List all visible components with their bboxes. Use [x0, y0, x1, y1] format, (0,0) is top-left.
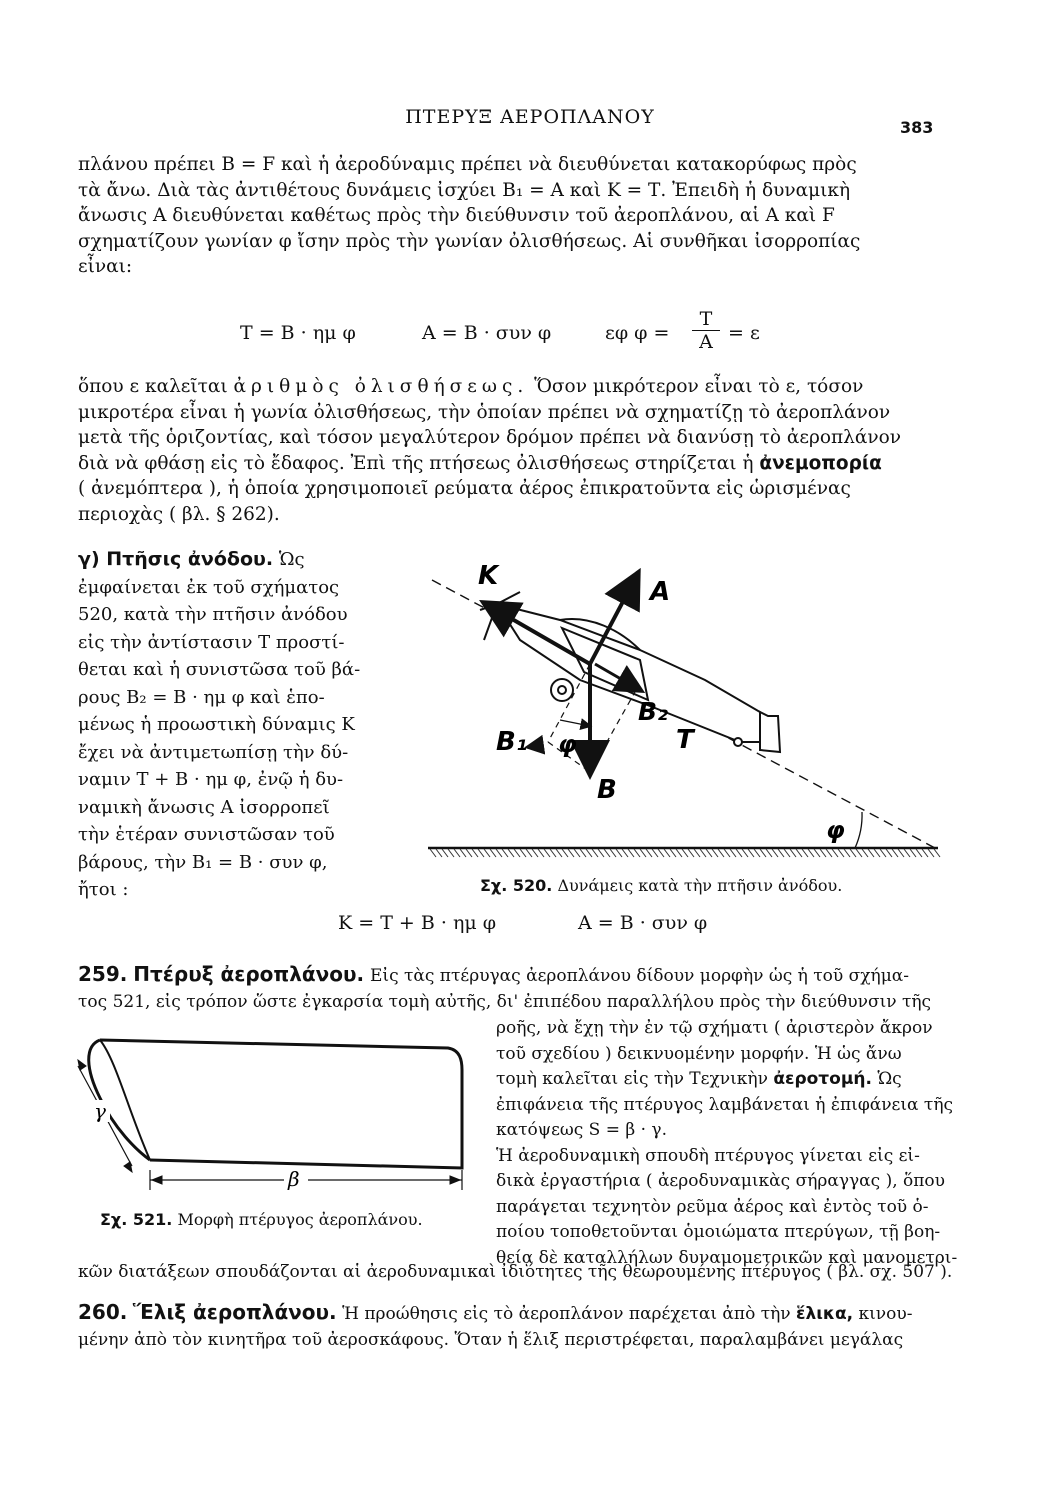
- section-number: 259.: [78, 962, 128, 986]
- text-line: βάρους, τὴν Β₁ = Β · συν φ,: [78, 851, 328, 873]
- label-phi-ground: φ: [826, 816, 845, 844]
- caption-number: Σχ. 521.: [100, 1210, 173, 1229]
- text-line: τὴν ἑτέραν συνιστῶσαν τοῦ: [78, 824, 335, 845]
- equation-tangential: Τ = Β · ημ φ: [240, 322, 356, 344]
- text-line: ρους Β₂ = Β · ημ φ καὶ ἑπο-: [78, 686, 325, 708]
- fraction-numerator: Τ: [699, 308, 713, 330]
- text-line: μικροτέρα εἶναι ἡ γωνία ὀλισθήσεως, τὴν ὁποίαν πρέπει νὰ σχηματίζῃ τὸ ἀεροπλάνον: [78, 401, 891, 423]
- caption-text: Μορφὴ πτέρυγος ἀεροπλάνου.: [177, 1210, 423, 1229]
- wing-outline: [100, 1040, 462, 1168]
- equation-lift: Α = Β · συν φ: [422, 322, 552, 344]
- section-heading: γ) Πτῆσις ἀνόδου.: [78, 548, 274, 570]
- equation-glide-left: εφ φ =: [605, 322, 670, 344]
- text-line: ροῆς, νὰ ἔχῃ τὴν ἐν τῷ σχήματι ( ἀριστερὸν ἄκρον: [496, 1018, 933, 1038]
- text-span: τομὴ καλεῖται εἰς τὴν Τεχνικὴν: [496, 1069, 768, 1089]
- bold-term: ἕλικα,: [796, 1304, 854, 1324]
- text-line: περιοχὰς ( βλ. § 262).: [78, 503, 280, 525]
- text-span: Ἡ προώθησις εἰς τὸ ἀεροπλάνον παρέχεται ἀπὸ τὴν: [342, 1304, 791, 1324]
- text-line: εἰς τὴν ἀντίστασιν Τ προστί-: [78, 631, 345, 653]
- arrow-beta-left: [152, 1176, 162, 1184]
- label-gamma: γ: [94, 1099, 106, 1123]
- text-line: θεται καὶ ἡ συνιστῶσα τοῦ βά-: [78, 659, 361, 680]
- label-B: B: [597, 775, 617, 805]
- text-line: ναμικὴ ἄνωσις Α ἰσορροπεῖ: [78, 796, 330, 818]
- caption-number: Σχ. 520.: [480, 876, 553, 895]
- arrow-gamma-bottom: [124, 1162, 132, 1172]
- section-title: Ἕλιξ ἀεροπλάνου.: [132, 1300, 337, 1324]
- text-span: Ὡς: [877, 1069, 902, 1089]
- text-line: ναμιν Τ + Β · ημ φ, ἐνῷ ἡ δυ-: [78, 769, 344, 790]
- equation-lift-climb: Α = Β · συν φ: [578, 912, 708, 934]
- text-line: [78, 1300, 948, 1328]
- text-line: τὰ ἄνω. Διὰ τὰς ἀντιθέτους δυνάμεις ἰσχύει Β₁ = Α καὶ Κ = Τ. Ἐπειδὴ ἡ δυναμικὴ: [78, 179, 851, 201]
- text-line: ἄνωσις Α διευθύνεται καθέτως πρὸς τὴν διεύθυνσιν τοῦ ἀεροπλάνου, αἱ Α καὶ F: [78, 205, 835, 226]
- text-line: Ἡ ἀεροδυναμικὴ σπουδὴ πτέρυγος γίνεται εἰς εἰ-: [496, 1145, 920, 1166]
- text-line: ἐμφαίνεται ἐκ τοῦ σχήματος: [78, 576, 340, 598]
- text-line: τος 521, εἰς τρόπον ὥστε ἐγκαρσία τομὴ αὐτῆς, δι' ἐπιπέδου παραλλήλου πρὸς τὴν διεύθυνσιν τῆς: [78, 991, 932, 1012]
- text-line: ἤτοι :: [78, 879, 129, 900]
- text-line: δικὰ ἐργαστήρια ( ἀεροδυναμικὰς σήραγγας ), ὅπου: [496, 1171, 945, 1191]
- label-K: K: [478, 561, 499, 591]
- label-T: T: [676, 725, 694, 755]
- text-span: Ὅσον μικρότερον εἶναι τὸ ε, τόσον: [534, 376, 864, 397]
- label-B2: B₂: [638, 697, 669, 726]
- text-span: Εἰς τὰς πτέρυγας ἀεροπλάνου δίδουν μορφὴν ὡς ἡ τοῦ σχήμα-: [370, 966, 910, 986]
- text-line: ( ἀνεμόπτερα ), ἡ ὁποία χρησιμοποιεῖ ρεύματα ἀέρος ἐπικρατοῦντα εἰς ὡρισμένας: [78, 478, 851, 499]
- text-line: ἐπιφάνεια τῆς πτέρυγος λαμβάνεται ἡ ἐπιφάνεια τῆς: [496, 1094, 954, 1115]
- label-phi-vector: φ: [558, 730, 577, 758]
- bold-term: ἀεροτομή.: [773, 1069, 872, 1089]
- running-title: ΠΤΕΡΥΞ ΑΕΡΟΠΛΑΝΟΥ: [405, 106, 655, 128]
- text-line: μένην ἀπὸ τὸν κινητῆρα τοῦ ἀεροσκάφους. Ὅταν ἡ ἕλιξ περιστρέφεται, παραλαμβάνει μεγάλας: [78, 1329, 904, 1350]
- bold-term: ἀνεμοπορία: [759, 452, 882, 474]
- text-span: ὅπου ε καλεῖται: [78, 376, 228, 397]
- section-title: Πτέρυξ ἀεροπλάνου.: [133, 962, 365, 986]
- text-line: ποίου τοποθετοῦνται ὁμοιώματα πτερύγων, τῇ βοη-: [496, 1222, 941, 1242]
- section-260: [78, 1300, 948, 1353]
- text-line: θείᾳ δὲ καταλλήλων δυναμομετρικῶν καὶ μανομετρι-: [496, 1247, 958, 1268]
- fraction-denominator: Α: [692, 330, 720, 353]
- text-line: μένως ἡ προωστικὴ δύναμις Κ: [78, 714, 355, 735]
- text-line: παράγεται τεχνητὸν ρεῦμα ἀέρος καὶ ἐντὸς τοῦ ὁ-: [496, 1196, 929, 1217]
- text-line: τοῦ σχεδίου ) δεικνυομένην μορφήν. Ἡ ὡς ἄνω: [496, 1043, 902, 1064]
- text-span: Ὡς: [278, 549, 305, 570]
- figure-521-caption: [100, 1210, 423, 1229]
- text-line: κατόψεως S = β · γ.: [496, 1120, 667, 1140]
- equation-thrust: Κ = Τ + Β · ημ φ: [338, 912, 497, 934]
- spaced-term: ἀριθμὸς ὀλισθήσεως.: [233, 376, 529, 397]
- wing-drawing: [78, 1040, 462, 1190]
- text-line: 520, κατὰ τὴν πτῆσιν ἀνόδου: [78, 604, 348, 625]
- section-number: 260.: [78, 1300, 128, 1324]
- text-line: πλάνου πρέπει Β = F καὶ ἡ ἀεροδύναμις πρέπει νὰ διευθύνεται κατακορύφως πρὸς: [78, 154, 857, 175]
- text-span: κινου-: [858, 1304, 913, 1324]
- text-span: διὰ νὰ φθάσῃ εἰς τὸ ἔδαφος. Ἐπὶ τῆς πτήσεως ὀλισθήσεως στηρίζεται ἡ: [78, 452, 754, 474]
- text-line: κῶν διατάξεων σπουδάζονται αἱ ἀεροδυναμικαὶ ἰδιότητες τῆς θεωρουμένης πτέρυγος ( βλ. σχ. 507 ).: [78, 1262, 953, 1282]
- text-line: ἔχει νὰ ἀντιμετωπίσῃ τὴν δύ-: [78, 741, 349, 763]
- arrow-beta-right: [450, 1176, 460, 1184]
- text-line: σχηματίζουν γωνίαν φ ἴσην πρὸς τὴν γωνίαν ὀλισθήσεως. Αἱ συνθῆκαι ἰσορροπίας: [78, 230, 861, 252]
- label-B1: B₁: [496, 727, 528, 757]
- arrow-gamma-top: [78, 1060, 86, 1070]
- section-259-last-line: [78, 1260, 953, 1286]
- page-number: 383: [900, 118, 934, 137]
- equation-glide-right: = ε: [728, 322, 760, 344]
- text-line: μετὰ τῆς ὁριζοντίας, καὶ τόσον μεγαλύτερον δρόμον πρέπει νὰ διανύσῃ τὸ ἀεροπλάνον: [78, 427, 901, 448]
- caption-text: Δυνάμεις κατὰ τὴν πτῆσιν ἀνόδου.: [557, 876, 843, 895]
- label-A: A: [650, 577, 671, 607]
- text-line: εἶναι:: [78, 256, 133, 277]
- label-beta: β: [288, 1167, 300, 1191]
